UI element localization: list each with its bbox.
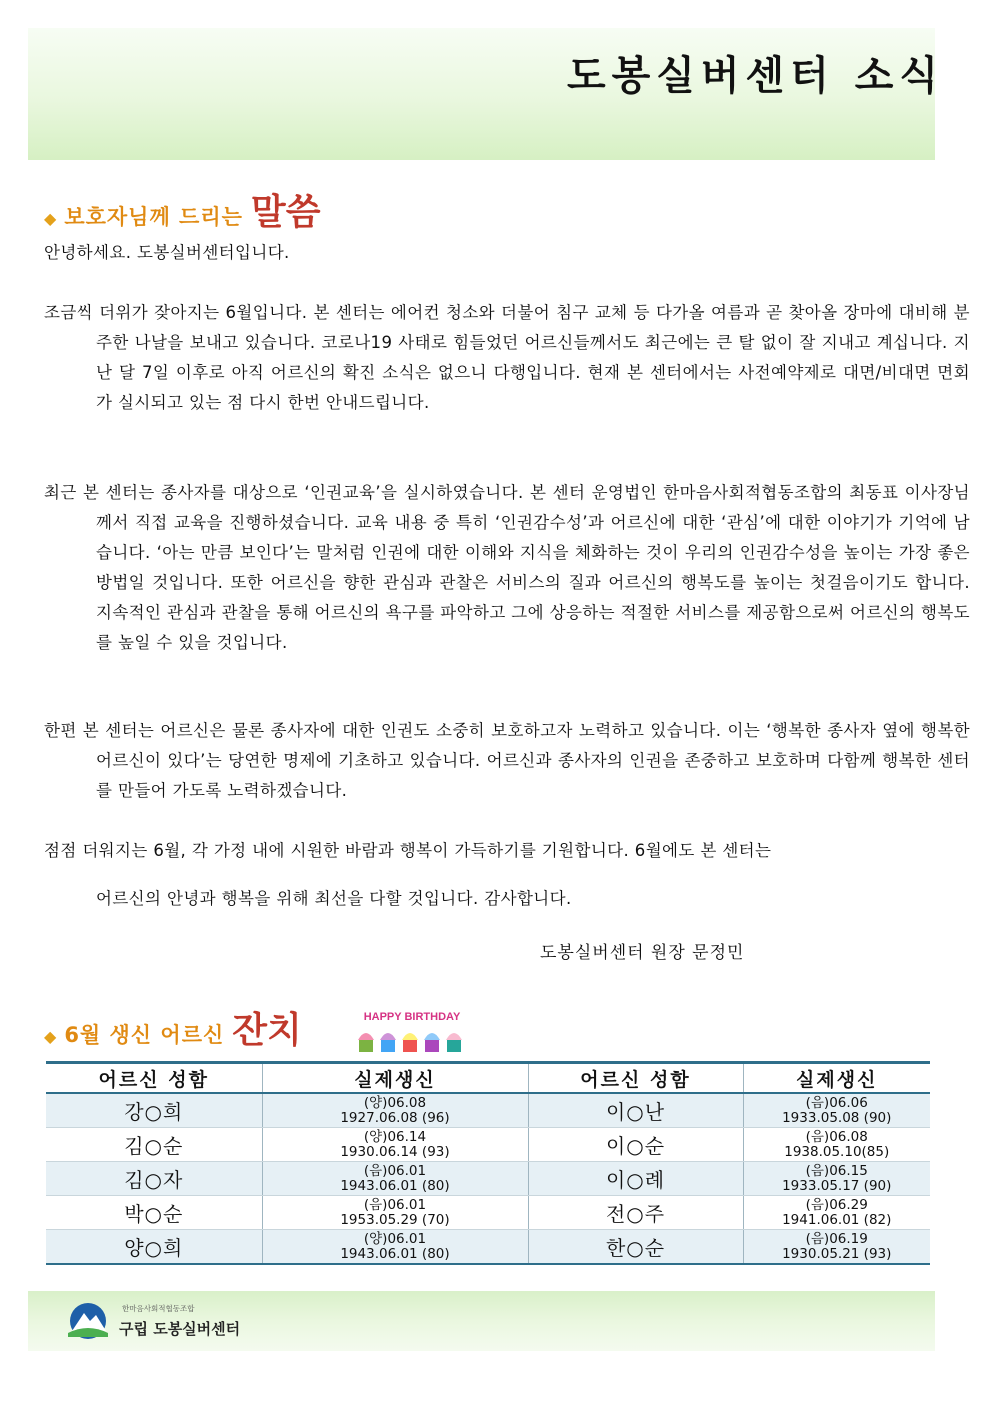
actual-date: 1938.05.10(85) xyxy=(784,1143,890,1160)
lunar-date: (음)06.29 xyxy=(805,1196,868,1213)
birthday-cell xyxy=(262,1128,528,1162)
diamond-bullet-icon: ◆ xyxy=(44,209,57,228)
actual-date: 1930.05.21 (93) xyxy=(782,1245,892,1262)
table-row xyxy=(46,1196,930,1230)
closing-line-2: 어르신의 안녕과 행복을 위해 최선을 다할 것입니다. 감사합니다. xyxy=(96,889,572,908)
birthday-cell xyxy=(262,1196,528,1230)
birthday-section-emphasis: 잔치 xyxy=(232,1010,302,1051)
message-section-emphasis: 말씀 xyxy=(250,192,321,233)
name-cell: 박○순 xyxy=(46,1196,262,1230)
paragraph-3: 한편 본 센터는 어르신은 물론 종사자에 대한 인권도 소중히 보호하고자 노력하고 있습니다. 이는 ‘행복한 종사자 옆에 행복한 어르신이 있다’는 당연한 명제에 기초하고 있습니다. 어르신과 종사자의 인권을 존중하고 보호하며 다함께 행복한 센터를 만들어 가도록 노력하겠습니다. xyxy=(44,721,970,800)
name-cell: 강○희 xyxy=(46,1093,262,1128)
birthday-cell xyxy=(743,1162,930,1196)
lunar-date: (양)06.01 xyxy=(363,1230,427,1247)
org-name: 구립 도봉실버센터 xyxy=(119,1320,241,1338)
lunar-date: (음)06.01 xyxy=(363,1196,427,1213)
name-cell: 김○자 xyxy=(46,1162,262,1196)
birthday-table xyxy=(46,1061,930,1265)
actual-date: 1933.05.08 (90) xyxy=(782,1109,892,1126)
banner-text: HAPPY BIRTHDAY xyxy=(363,1011,461,1023)
birthday-cell xyxy=(262,1162,528,1196)
actual-date: 1953.05.29 (70) xyxy=(340,1211,450,1228)
name-cell: 김○순 xyxy=(46,1128,262,1162)
table-row xyxy=(46,1093,930,1128)
birthday-cell xyxy=(743,1196,930,1230)
column-header: 실제생신 xyxy=(743,1063,930,1094)
message-section-label: 보호자님께 드리는 xyxy=(64,205,243,229)
lunar-date: (양)06.08 xyxy=(363,1094,427,1111)
paragraph-1: 조금씩 더위가 잦아지는 6월입니다. 본 센터는 에어컨 청소와 더불어 침구 교체 등 다가올 여름과 곧 찾아올 장마에 대비해 분주한 나날을 보내고 있습니다. 코로나19 사태로 힘들었던 어르신들께서도 최근에는 큰 탈 없이 잘 지내고 계십니다. 지난 달 7일 이후로 아직 어르신의 확진 소식은 없으니 다행입니다. 현재 본 센터에서는 사전예약제로 대면/비대면 면회가 실시되고 있는 점 다시 한번 안내드립니다. xyxy=(44,303,970,412)
cupcake-row xyxy=(358,1033,462,1052)
lunar-date: (양)06.14 xyxy=(363,1128,427,1145)
signature: 도봉실버센터 원장 문정민 xyxy=(540,943,745,963)
column-header: 어르신 성함 xyxy=(46,1063,262,1094)
birthday-cell xyxy=(743,1230,930,1265)
actual-date: 1933.05.17 (90) xyxy=(782,1177,892,1194)
closing-line-1: 점점 더워지는 6월, 각 가정 내에 시원한 바람과 행복이 가득하기를 기원합니다. 6월에도 본 센터는 xyxy=(44,841,772,860)
name-cell: 이○례 xyxy=(528,1162,743,1196)
birthday-cell xyxy=(262,1093,528,1128)
actual-date: 1927.06.08 (96) xyxy=(340,1109,450,1126)
greeting-text: 안녕하세요. 도봉실버센터입니다. xyxy=(44,243,290,262)
org-small-text: 한마음사회적협동조합 xyxy=(122,1304,195,1313)
table-row xyxy=(46,1162,930,1196)
column-header: 어르신 성함 xyxy=(528,1063,743,1094)
birthday-cell xyxy=(743,1128,930,1162)
table-row xyxy=(46,1128,930,1162)
name-cell: 이○난 xyxy=(528,1093,743,1128)
table-header-row xyxy=(46,1063,930,1094)
birthday-cell xyxy=(743,1093,930,1128)
name-cell: 양○희 xyxy=(46,1230,262,1265)
lunar-date: (음)06.01 xyxy=(363,1162,427,1179)
lunar-date: (음)06.06 xyxy=(805,1094,868,1111)
table-row xyxy=(46,1230,930,1265)
name-cell: 전○주 xyxy=(528,1196,743,1230)
lunar-date: (음)06.15 xyxy=(805,1162,868,1179)
lunar-date: (음)06.08 xyxy=(805,1128,868,1145)
message-section-heading xyxy=(44,184,320,235)
name-cell: 한○순 xyxy=(528,1230,743,1265)
birthday-section-label: 6월 생신 어르신 xyxy=(64,1023,225,1047)
birthday-section-heading xyxy=(44,1002,302,1053)
actual-date: 1930.06.14 (93) xyxy=(340,1143,450,1160)
birthday-cupcakes-icon xyxy=(350,1004,475,1056)
column-header: 실제생신 xyxy=(262,1063,528,1094)
page-title: 도봉실버센터 소식 xyxy=(566,53,944,99)
birthday-cell xyxy=(262,1230,528,1265)
center-logo-icon xyxy=(66,1301,110,1341)
name-cell: 이○순 xyxy=(528,1128,743,1162)
diamond-bullet-icon: ◆ xyxy=(44,1027,57,1046)
paragraph-2: 최근 본 센터는 종사자를 대상으로 ‘인권교육’을 실시하였습니다. 본 센터 운영법인 한마음사회적협동조합의 최동표 이사장님께서 직접 교육을 진행하셨습니다. 교육 내용 중 특히 ‘인권감수성’과 어르신에 대한 ‘관심’에 대한 이야기가 기억에 남습니다. ‘아는 만큼 보인다’는 말처럼 인권에 대한 이해와 지식을 체화하는 것이 우리의 인권감수성을 높이는 가장 좋은 방법일 것입니다. 또한 어르신을 향한 관심과 관찰은 서비스의 질과 어르신의 행복도를 높이는 첫걸음이기도 합니다. 지속적인 관심과 관찰을 통해 어르신의 욕구를 파악하고 그에 상응하는 적절한 서비스를 제공함으로써 어르신의 행복도를 높일 수 있을 것입니다. xyxy=(44,483,970,652)
lunar-date: (음)06.19 xyxy=(805,1230,868,1247)
actual-date: 1941.06.01 (82) xyxy=(782,1211,892,1228)
actual-date: 1943.06.01 (80) xyxy=(340,1245,450,1262)
actual-date: 1943.06.01 (80) xyxy=(340,1177,450,1194)
